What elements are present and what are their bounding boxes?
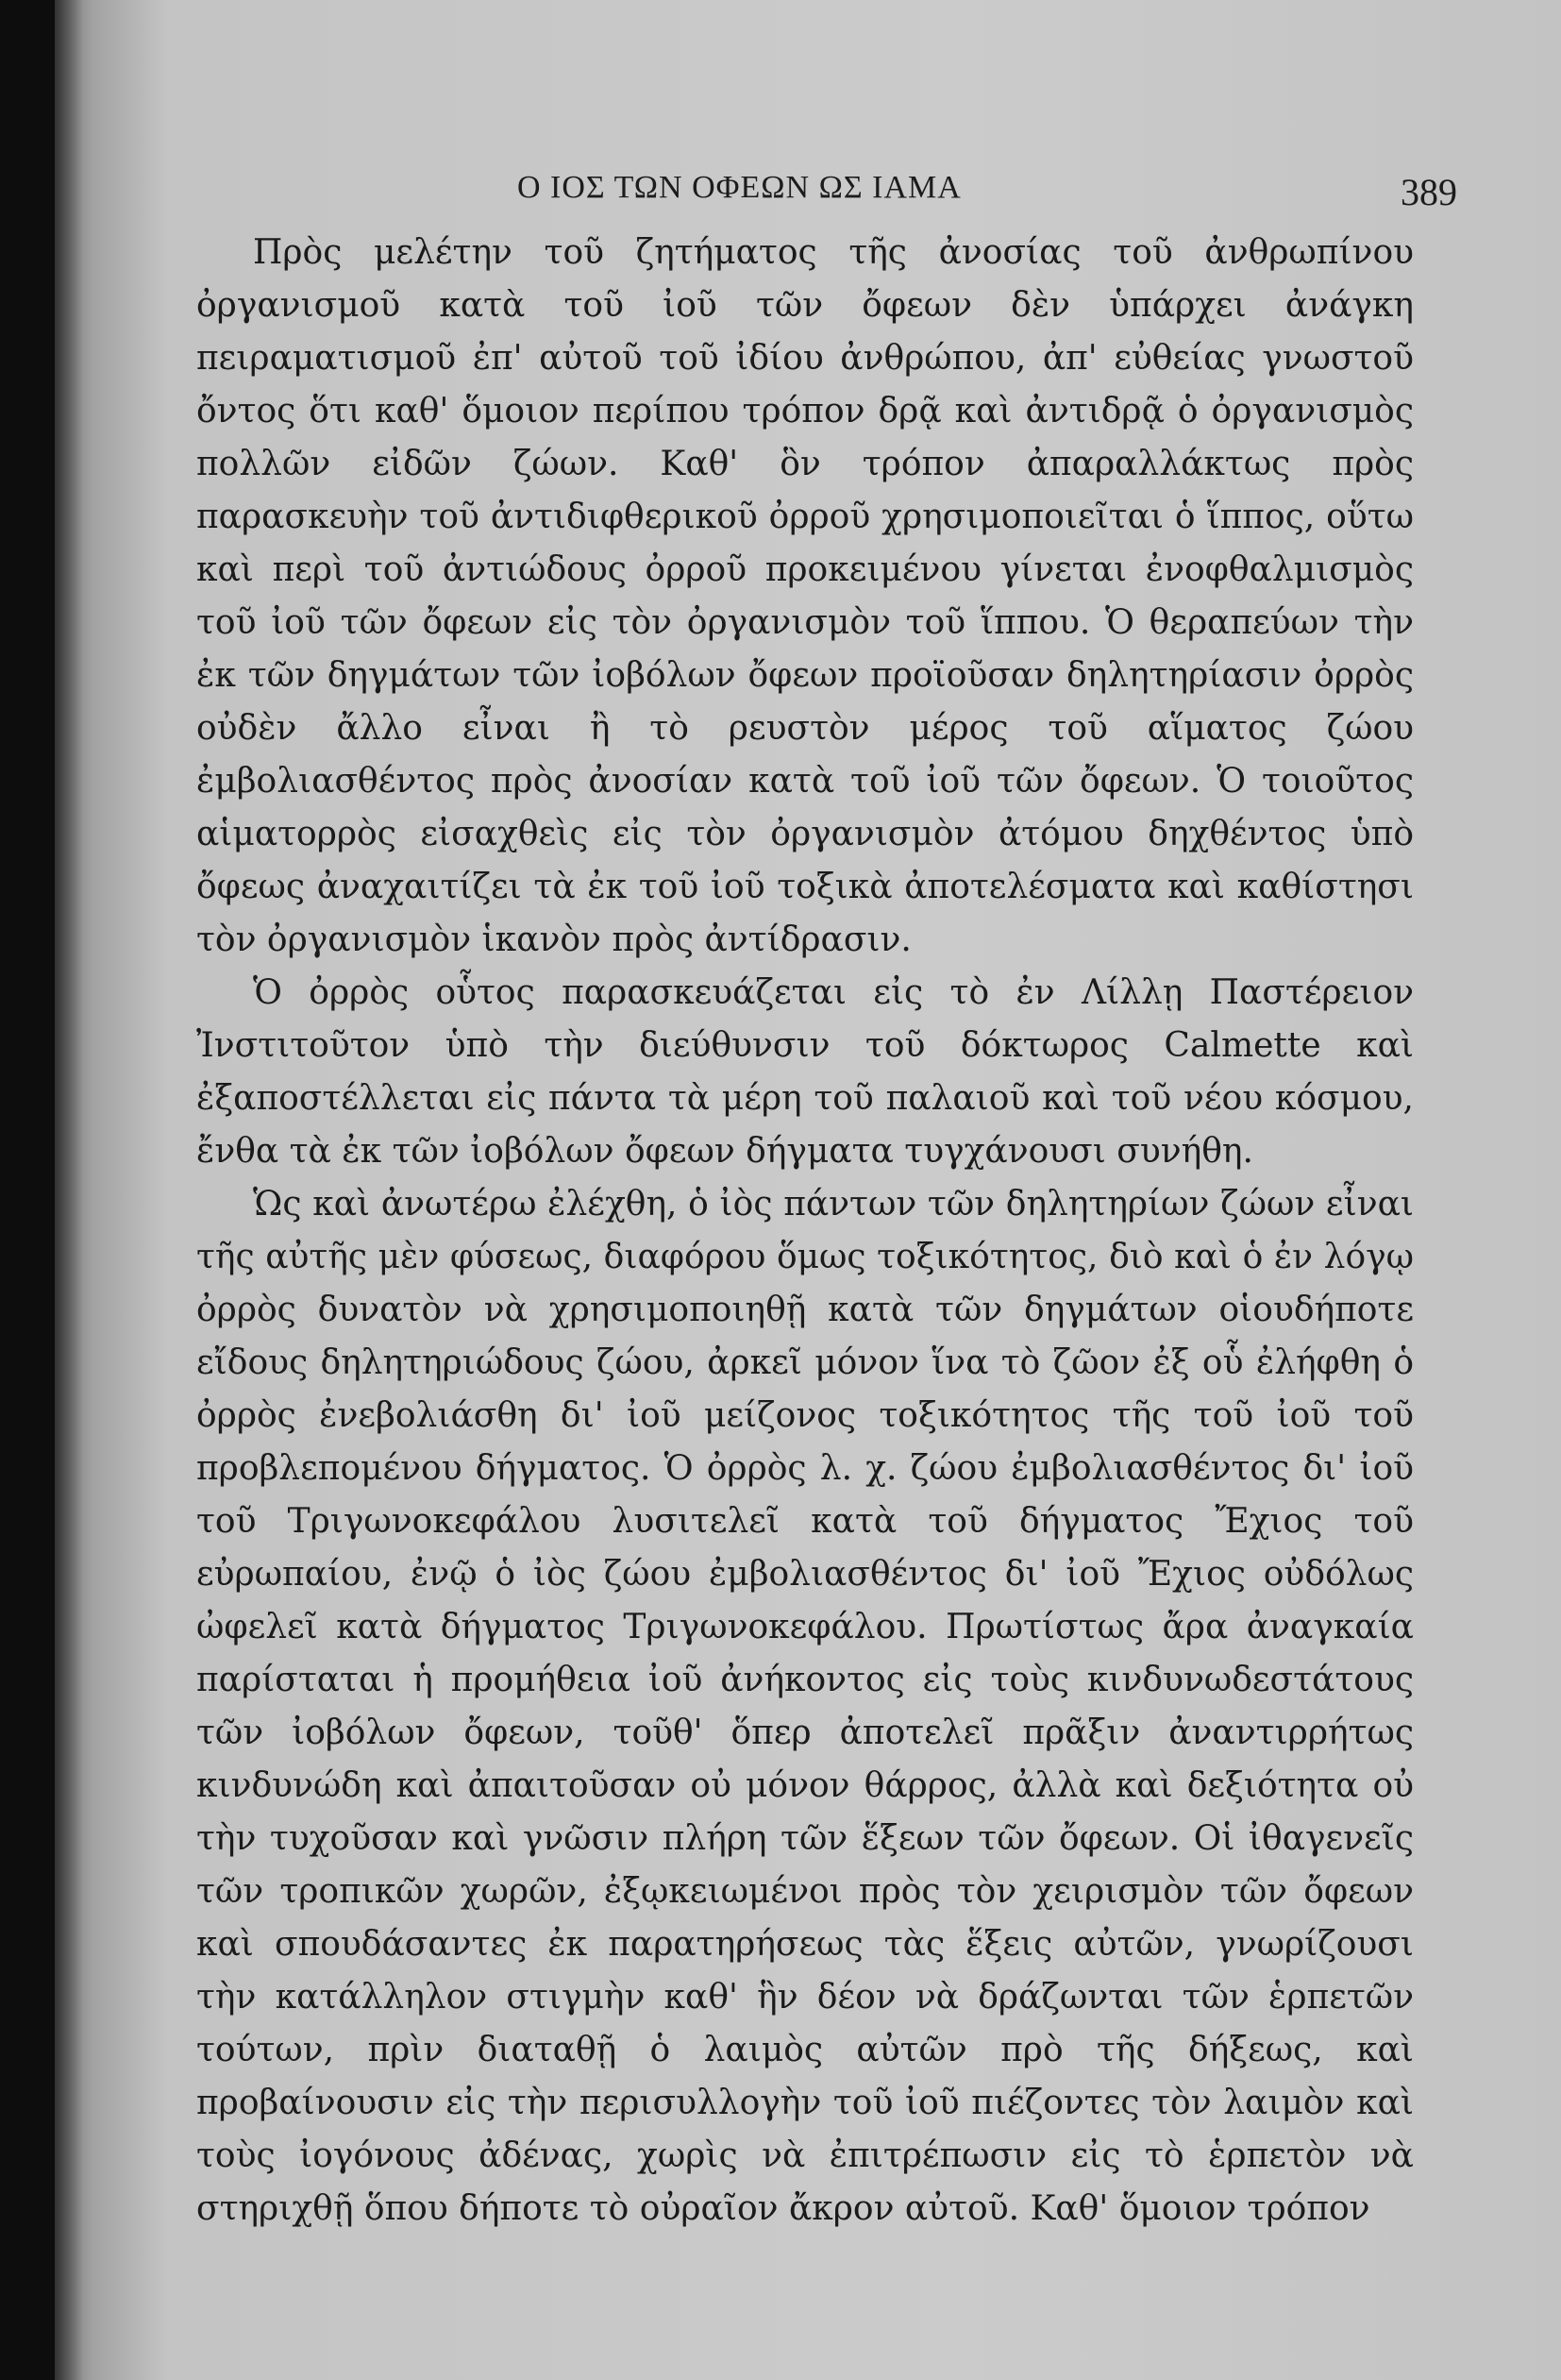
body-text xyxy=(196,227,1414,2236)
paragraph-3: Ὡς καὶ ἀνωτέρω ἐλέχθη, ὁ ἰὸς πάντων τῶν δηλητηρίων ζώων εἶναι τῆς αὐτῆς μὲν φύσεως, διαφόρου ὅμως τοξικότητος, διὸ καὶ ὁ ἐν λόγῳ ὀρρὸς δυνατὸν νὰ χρησιμοποιηθῇ κατὰ τῶν δηγμάτων οἱουδήποτε εἴδους δηλητηριώδους ζώου, ἀρκεῖ μόνον ἵνα τὸ ζῶον ἐξ οὗ ἐλήφθη ὁ ὀρρὸς ἐνεβολιάσθη δι' ἰοῦ μείζονος τοξικότητος τῆς τοῦ ἰοῦ τοῦ προβλεπομένου δήγματος. Ὁ ὀρρὸς λ. χ. ζώου ἐμβολιασθέντος δι' ἰοῦ τοῦ Τριγωνοκεφάλου λυσιτελεῖ κατὰ τοῦ δήγματος Ἔχιος τοῦ εὐρωπαίου, ἐνῷ ὁ ἰὸς ζώου ἐμβολιασθέντος δι' ἰοῦ Ἔχιος οὐδόλως ὠφελεῖ κατὰ δήγματος Τριγωνοκεφάλου. Πρωτίστως ἄρα ἀναγκαία παρίσταται ἡ προμήθεια ἰοῦ ἀνήκοντος εἰς τοὺς κινδυνωδεστάτους τῶν ἰοβόλων ὄφεων, τοῦθ' ὅπερ ἀποτελεῖ πρᾶξιν ἀναντιρρήτως κινδυνώδη καὶ ἀπαιτοῦσαν οὐ μόνον θάρρος, ἀλλὰ καὶ δεξιότητα οὐ τὴν τυχοῦσαν καὶ γνῶσιν πλήρη τῶν ἕξεων τῶν ὄφεων. Οἱ ἰθαγενεῖς τῶν τροπικῶν χωρῶν, ἐξῳκειωμένοι πρὸς τὸν χειρισμὸν τῶν ὄφεων καὶ σπουδάσαντες ἐκ παρατηρήσεως τὰς ἕξεις αὐτῶν, γνωρίζουσι τὴν κατάλληλον στιγμὴν καθ' ἣν δέον νὰ δράζωνται τῶν ἑρπετῶν τούτων, πρὶν διαταθῇ ὁ λαιμὸς αὐτῶν πρὸ τῆς δήξεως, καὶ προβαίνουσιν εἰς τὴν περισυλλογὴν τοῦ ἰοῦ πιέζοντες τὸν λαιμὸν καὶ τοὺς ἰογόνους ἀδένας, χωρὶς νὰ ἐπιτρέπωσιν εἰς τὸ ἑρπετὸν νὰ στηριχθῇ ὅπου δήποτε τὸ οὐραῖον ἄκρον αὐτοῦ. Καθ' ὅμοιον τρόπον xyxy=(196,1185,1414,2228)
paragraph-1: Πρὸς μελέτην τοῦ ζητήματος τῆς ἀνοσίας τοῦ ἀνθρωπίνου ὀργανισμοῦ κατὰ τοῦ ἰοῦ τῶν ὄφεων δὲν ὑπάρχει ἀνάγκη πειραματισμοῦ ἐπ' αὐτοῦ τοῦ ἰδίου ἀνθρώπου, ἀπ' εὐθείας γνωστοῦ ὄντος ὅτι καθ' ὅμοιον περίπου τρόπον δρᾷ καὶ ἀντιδρᾷ ὁ ὀργανισμὸς πολλῶν εἰδῶν ζώων. Καθ' ὃν τρόπον ἀπαραλλάκτως πρὸς παρασκευὴν τοῦ ἀντιδιφθερικοῦ ὀρροῦ χρησιμοποιεῖται ὁ ἵππος, οὕτω καὶ περὶ τοῦ ἀντιώδους ὀρροῦ προκειμένου γίνεται ἐνοφθαλμισμὸς τοῦ ἰοῦ τῶν ὄφεων εἰς τὸν ὀργανισμὸν τοῦ ἵππου. Ὁ θεραπεύων τὴν ἐκ τῶν δηγμάτων τῶν ἰοβόλων ὄφεων προϊοῦσαν δηλητηρίασιν ὀρρὸς οὐδὲν ἄλλο εἶναι ἢ τὸ ρευστὸν μέρος τοῦ αἵματος ζώου ἐμβολιασθέντος πρὸς ἀνοσίαν κατὰ τοῦ ἰοῦ τῶν ὄφεων. Ὁ τοιοῦτος αἱματορρὸς εἰσαχθεὶς εἰς τὸν ὀργανισμὸν ἀτόμου δηχθέντος ὑπὸ ὄφεως ἀναχαιτίζει τὰ ἐκ τοῦ ἰοῦ τοξικὰ ἀποτελέσματα καὶ καθίστησι τὸν ὀργανισμὸν ἱκανὸν πρὸς ἀντίδρασιν. xyxy=(196,233,1414,959)
binding-gutter-shadow xyxy=(55,0,83,2380)
running-head xyxy=(517,170,1461,227)
paragraph-2: Ὁ ὀρρὸς οὗτος παρασκευάζεται εἰς τὸ ἐν Λίλλῃ Παστέρειον Ἰνστιτοῦτον ὑπὸ τὴν διεύθυνσιν τοῦ δόκτωρος Calmette καὶ ἐξαποστέλλεται εἰς πάντα τὰ μέρη τοῦ παλαιοῦ καὶ τοῦ νέου κόσμου, ἔνθα τὰ ἐκ τῶν ἰοβόλων ὄφεων δήγματα τυγχάνουσι συνήθη. xyxy=(196,973,1414,1171)
book-page xyxy=(55,0,1561,2380)
page-number: 389 xyxy=(1401,171,1457,213)
running-title: Ο ΙΟΣ ΤΩΝ ΟΦΕΩΝ ΩΣ ΙΑΜΑ xyxy=(517,170,962,205)
